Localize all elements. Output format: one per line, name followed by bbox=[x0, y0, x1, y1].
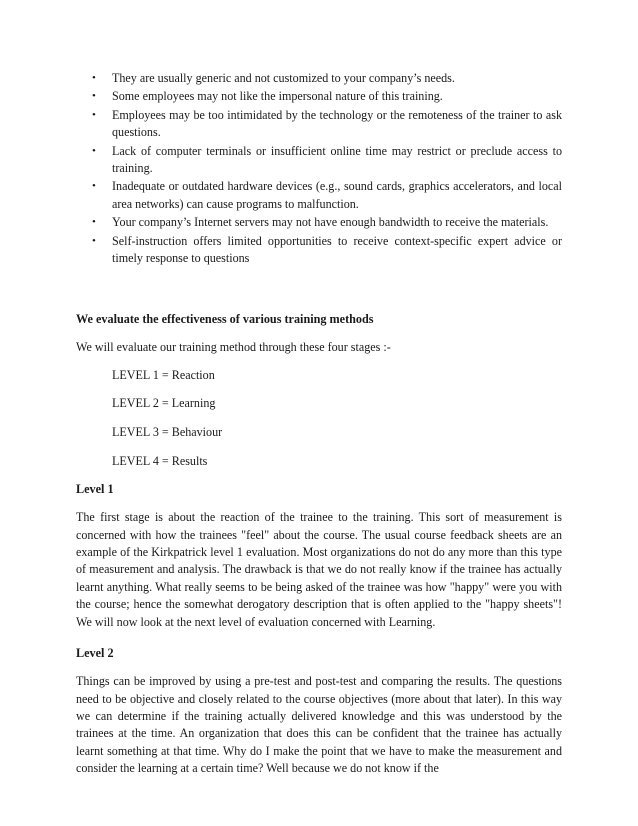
bullet-icon: • bbox=[92, 234, 96, 247]
level1-heading: Level 1 bbox=[76, 482, 114, 497]
level2-heading: Level 2 bbox=[76, 646, 114, 661]
list-item: • Some employees may not like the impersonal nature of this training. bbox=[112, 88, 562, 105]
disadvantages-list bbox=[76, 70, 562, 267]
level-item: LEVEL 1 = Reaction bbox=[112, 367, 215, 382]
bullet-icon: • bbox=[92, 90, 96, 103]
level2-paragraph: Things can be improved by using a pre-test and post-test and comparing the results. The questions need to be objective and closely related to the course objectives (more about that later). In this way we can determine if the training actually delivered knowledge and this was understood by the trainees at the time. An organization that does this can be confident that the trainee has actually learnt something at that time. Why do I make the point that we have to make the measurement and consider the learning at a certain time? Well because we do not know if the bbox=[76, 674, 562, 776]
level-item: LEVEL 3 = Behaviour bbox=[112, 425, 223, 440]
bullet-icon: • bbox=[92, 72, 96, 84]
bullet-icon: • bbox=[92, 108, 96, 121]
list-item: • They are usually generic and not customized to your company’s needs. bbox=[112, 70, 562, 87]
evaluation-heading: We evaluate the effectiveness of various training methods bbox=[76, 312, 374, 327]
list-item: • Employees may be too intimidated by the technology or the remoteness of the trainer to ask questions. bbox=[92, 107, 562, 140]
list-item: • Inadequate or outdated hardware devices (e.g., sound cards, graphics accelerators, and local area networks) can cause programs to malfunction. bbox=[92, 179, 562, 211]
level-item: LEVEL 2 = Learning bbox=[112, 396, 216, 411]
list-item: • Your company’s Internet servers may not have enough bandwidth to receive the materials. bbox=[112, 214, 562, 231]
list-item: • Lack of computer terminals or insufficient online time may restrict or preclude access to training. bbox=[92, 143, 562, 176]
evaluation-intro: We will evaluate our training method through these four stages :- bbox=[76, 340, 391, 355]
bullet-icon: • bbox=[92, 216, 96, 229]
list-item: • Self-instruction offers limited opportunities to receive context-specific expert advice or timely response to questions bbox=[92, 233, 562, 266]
levels-list bbox=[112, 367, 562, 470]
bullet-icon: • bbox=[92, 180, 96, 193]
level1-paragraph: The first stage is about the reaction of the trainee to the training. This sort of measurement is concerned with how the trainees "feel" about the course. The usual course feedback sheets are an example of the Kirkpatrick level 1 evaluation. Most organizations do not do any more than this type of measurement and analysis. The drawback is that we do not really know if the trainee has actually learnt anything. What really seems to be being asked of the trainee was how "happy" were you with the course; hence the somewhat derogatory description that is often applied to the "happy sheets"! We will now look at the next level of evaluation concerned with Learning. bbox=[76, 510, 562, 629]
level-item: LEVEL 4 = Results bbox=[112, 453, 208, 468]
bullet-icon: • bbox=[92, 144, 96, 157]
